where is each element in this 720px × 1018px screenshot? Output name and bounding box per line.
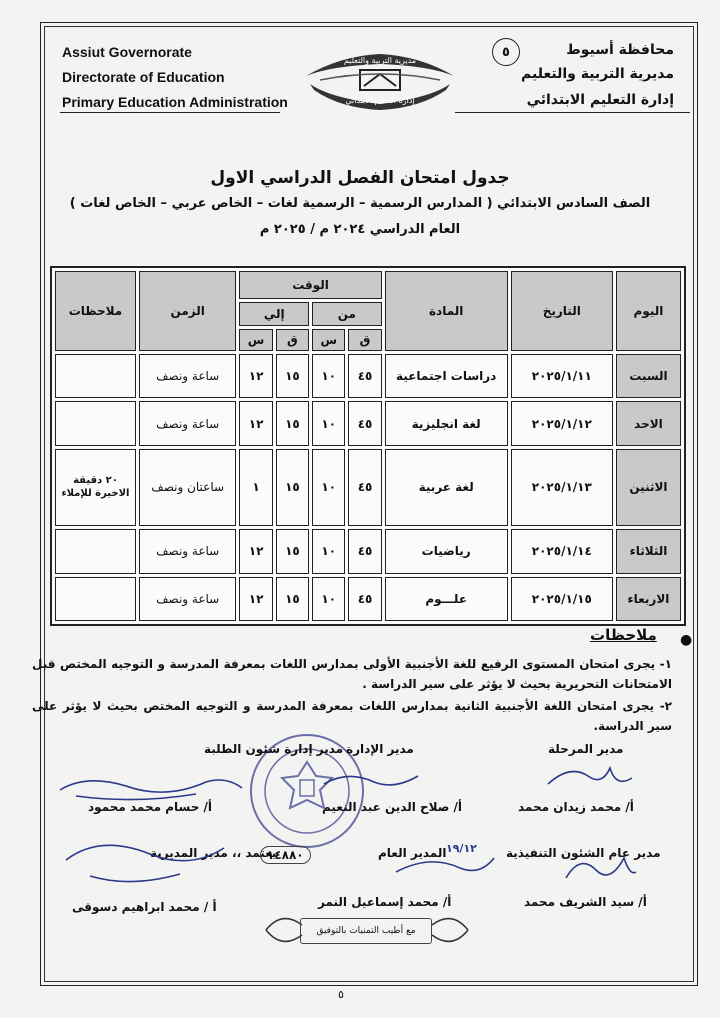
sig-name-student-affairs: أ/ حسام محمد محمود (88, 800, 213, 814)
row-from-q: ٤٥ (348, 449, 381, 527)
handwritten-date: ١٩/١٢ (446, 842, 477, 855)
header-duration: الزمن (139, 271, 236, 351)
row-date: ٢٠٢٥/١/١٣ (511, 449, 613, 527)
row-to-s: ١ (239, 449, 272, 527)
exam-subtitle: الصف السادس الابتدائي ( المدارس الرسمية – الرسمية لغات – الخاص عربي – الخاص لغات ) (69, 196, 651, 211)
row-date: ٢٠٢٥/١/١١ (511, 354, 613, 398)
row-day: السبت (616, 354, 681, 398)
sig-title-directorate-director: يعتمد ،، مدير المديرية (150, 846, 277, 860)
notes-title: ملاحظات (590, 626, 657, 644)
header-ar-directorate: مديرية التربية والتعليم (521, 66, 674, 82)
row-subject: دراسات اجتماعية (385, 354, 508, 398)
row-date: ٢٠٢٥/١/١٢ (511, 401, 613, 445)
table-row (55, 529, 681, 573)
row-duration: ساعة ونصف (139, 354, 236, 398)
row-from-s: ١٠ (312, 449, 345, 527)
note-item-1: ١- يجرى امتحان المستوى الرفيع للغة الأجنبية الأولى بمدارس اللغات بمعرفة المدرسة و التوجيه المختص قبل الامتحانات التحريرية بحيث لا يؤثر على سير الدراسة . (32, 657, 672, 691)
table-row (55, 401, 681, 445)
signature-admin-director-icon (318, 762, 428, 796)
row-from-q: ٤٥ (348, 354, 381, 398)
row-duration: ساعة ونصف (139, 401, 236, 445)
row-day: الاحد (616, 401, 681, 445)
header-to-s: س (239, 329, 272, 351)
stamp-number: ١٤٨٨٠ (260, 846, 311, 864)
header-subject: المادة (385, 271, 508, 351)
notes-bullet-icon: ● (680, 632, 693, 648)
header-time: الوقت (239, 271, 381, 299)
sig-name-general-director: أ/ محمد إسماعيل النمر (318, 895, 452, 909)
signature-stage-director-icon (540, 758, 640, 792)
header-date: التاريخ (511, 271, 613, 351)
header-en-directorate: Directorate of Education (62, 69, 225, 85)
row-to-q: ١٥ (276, 577, 309, 621)
header-from-s: س (312, 329, 345, 351)
row-date: ٢٠٢٥/١/١٥ (511, 577, 613, 621)
row-day: الاثنين (616, 449, 681, 527)
row-note (55, 529, 136, 573)
row-subject: رياضيات (385, 529, 508, 573)
signature-directorate-director-icon (60, 826, 230, 892)
row-from-s: ١٠ (312, 354, 345, 398)
signature-student-affairs-icon (56, 770, 246, 806)
exam-schedule-table (50, 266, 686, 626)
sig-title-stage-director: مدير المرحلة (548, 742, 624, 756)
row-duration: ساعة ونصف (139, 577, 236, 621)
table-row (55, 577, 681, 621)
footer-ribbon: مع أطيب التمنيات بالتوفيق (300, 918, 432, 944)
signature-general-director-icon (390, 850, 500, 880)
row-day: الاربعاء (616, 577, 681, 621)
row-note: ٢٠ دقيقة الاخيرة للإملاء (55, 449, 136, 527)
row-from-s: ١٠ (312, 529, 345, 573)
signature-executive-affairs-icon (560, 848, 640, 888)
row-to-q: ١٥ (276, 401, 309, 445)
row-to-s: ١٢ (239, 401, 272, 445)
row-to-s: ١٢ (239, 354, 272, 398)
row-to-q: ١٥ (276, 354, 309, 398)
row-day: الثلاثاء (616, 529, 681, 573)
row-from-s: ١٠ (312, 401, 345, 445)
row-to-q: ١٥ (276, 529, 309, 573)
table-row (55, 449, 681, 527)
sig-title-general-director: المدير العام (378, 846, 447, 860)
row-subject: لغة عربية (385, 449, 508, 527)
header-en-governorate: Assiut Governorate (62, 44, 192, 60)
sig-name-stage-director: أ/ محمد زيدان محمد (518, 800, 634, 814)
sig-name-directorate-director: أ / محمد ابراهيم دسوقى (72, 900, 217, 914)
row-from-q: ٤٥ (348, 401, 381, 445)
row-date: ٢٠٢٥/١/١٤ (511, 529, 613, 573)
logo-top-text: مديرية التربية والتعليم (343, 56, 417, 65)
note-item-2: ٢- يجرى امتحان اللغة الأجنبية الثانية بمدارس اللغات بمعرفة المدرسة و التوجيه المختص بحيث لا يؤثر على سير الدراسة. (32, 699, 672, 733)
header-day: اليوم (616, 271, 681, 351)
header-from: من (312, 302, 382, 326)
sig-name-executive-affairs: أ/ سيد الشريف محمد (524, 895, 647, 909)
row-duration: ساعتان ونصف (139, 449, 236, 527)
row-note (55, 401, 136, 445)
exam-title: جدول امتحان الفصل الدراسي الاول (210, 168, 510, 188)
logo-bottom-text: إدارة التعليم الابتدائي (345, 96, 415, 105)
header-notes: ملاحظات (55, 271, 136, 351)
footer-page-number: ٥ (338, 988, 344, 1001)
row-duration: ساعة ونصف (139, 529, 236, 573)
header-ar-governorate: محافظة أسيوط (566, 42, 674, 58)
row-to-s: ١٢ (239, 529, 272, 573)
header-en-administration: Primary Education Administration (62, 94, 288, 110)
header-to: إلي (239, 302, 309, 326)
row-note (55, 577, 136, 621)
page-circle-number: ٥ (492, 38, 520, 66)
header-from-q: ق (348, 329, 381, 351)
row-to-q: ١٥ (276, 449, 309, 527)
row-from-q: ٤٥ (348, 577, 381, 621)
sig-title-student-affairs: مدير إدارة شئون الطلبة (204, 742, 344, 756)
row-note (55, 354, 136, 398)
row-from-s: ١٠ (312, 577, 345, 621)
header-rule-left (60, 112, 280, 113)
table-row (55, 354, 681, 398)
academic-year: العام الدراسي ٢٠٢٤ م / ٢٠٢٥ م (259, 222, 461, 237)
header-ar-administration: إدارة التعليم الابتدائي (526, 92, 674, 108)
sig-title-admin-director: مدير الإدارة (346, 742, 414, 756)
header-rule-right (455, 112, 690, 113)
sig-name-admin-director: أ/ صلاح الدين عبد النعيم (322, 800, 463, 814)
header-to-q: ق (276, 329, 309, 351)
ministry-logo-icon (300, 46, 460, 114)
row-subject: لغة انجليزية (385, 401, 508, 445)
row-from-q: ٤٥ (348, 529, 381, 573)
sig-title-executive-affairs: مدير عام الشئون التنفيذية (506, 846, 661, 860)
row-to-s: ١٢ (239, 577, 272, 621)
row-subject: علـــوم (385, 577, 508, 621)
